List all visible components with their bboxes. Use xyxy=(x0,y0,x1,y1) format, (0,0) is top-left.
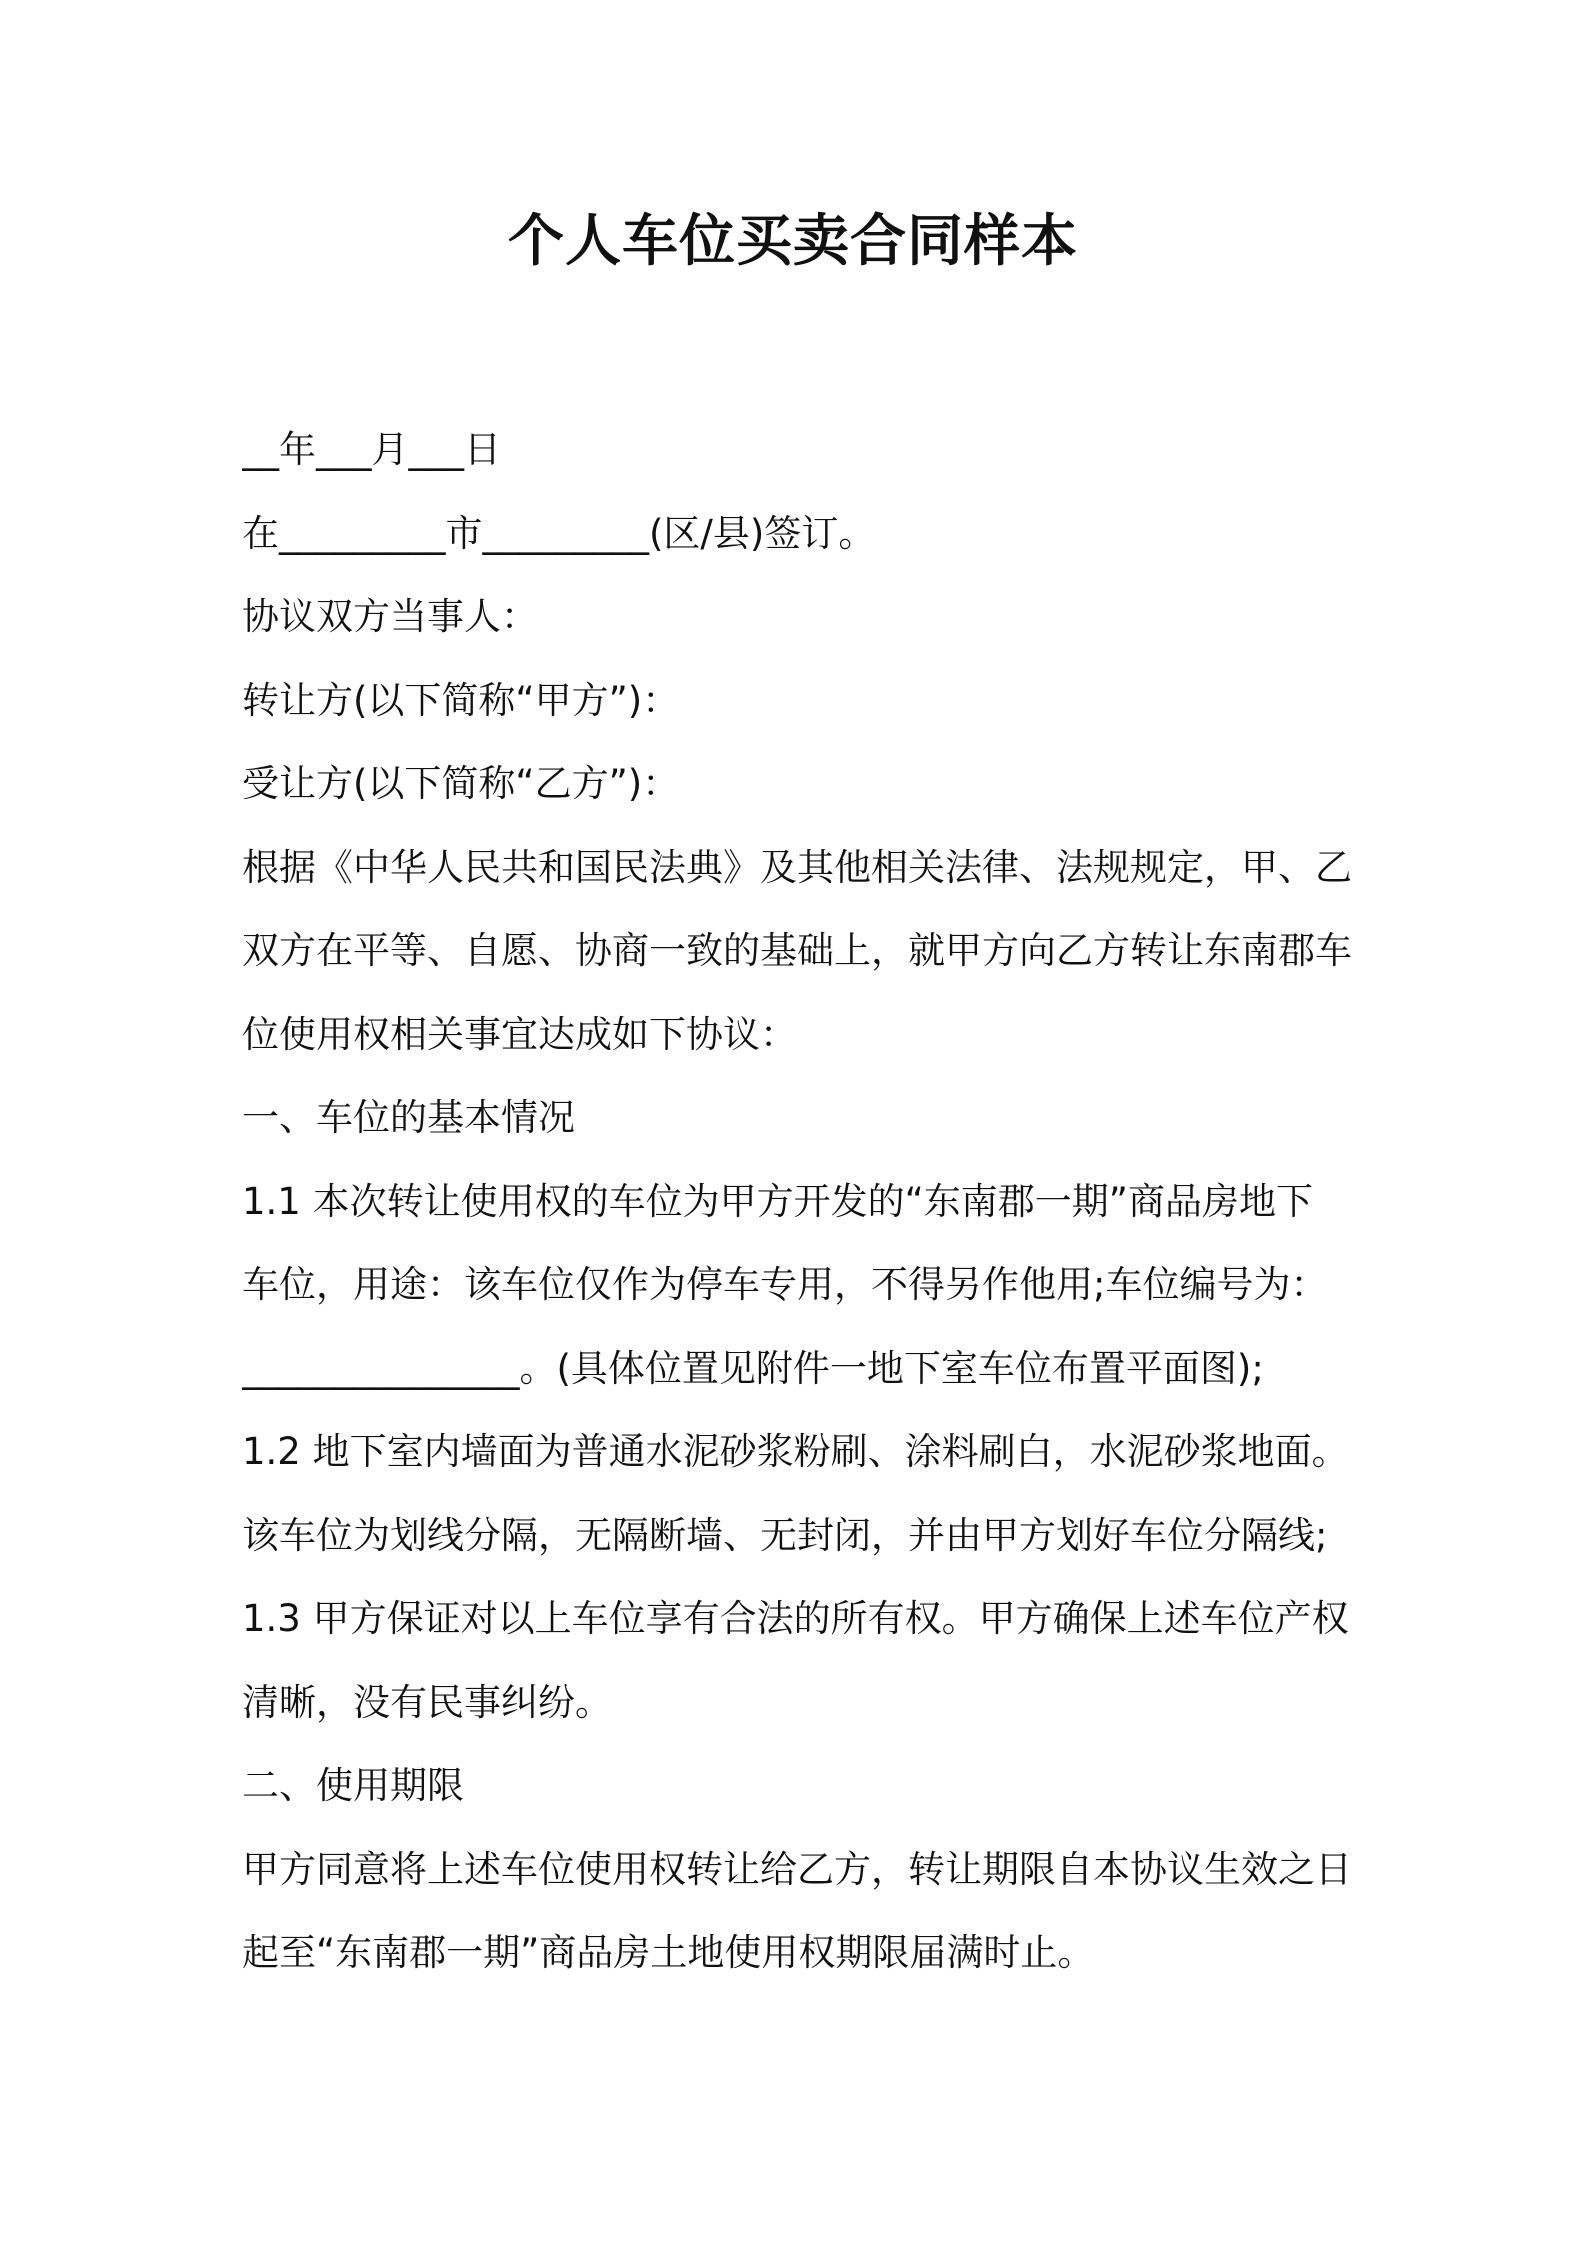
document-body xyxy=(242,408,1362,1995)
clause-line: 清晰，没有民事纠纷。 xyxy=(242,1680,612,1724)
parties-heading: 协议双方当事人： xyxy=(242,595,538,638)
date-line: __年___月___日 xyxy=(242,428,501,471)
clause-line: 该车位为划线分隔，无隔断墙、无封闭，并由甲方划好车位分隔线; xyxy=(242,1513,1328,1557)
preamble-line: 位使用权相关事宜达成如下协议： xyxy=(242,1012,797,1056)
section-heading: 二、使用期限 xyxy=(242,1764,464,1807)
clause-line: 1.1 本次转让使用权的车位为甲方开发的“东南郡一期”商品房地下 xyxy=(242,1179,1313,1223)
clause-line: 甲方同意将上述车位使用权转让给乙方，转让期限自本协议生效之日 xyxy=(242,1847,1352,1891)
preamble-line: 双方在平等、自愿、协商一致的基础上，就甲方向乙方转让东南郡车 xyxy=(242,929,1352,972)
clause-line: 起至“东南郡一期”商品房土地使用权期限届满时止。 xyxy=(242,1931,1095,1974)
section-heading: 一、车位的基本情况 xyxy=(242,1096,575,1139)
clause-line: 1.3 甲方保证对以上车位享有合法的所有权。甲方确保上述车位产权 xyxy=(242,1597,1349,1640)
party-a-line: 转让方(以下简称“甲方”)： xyxy=(242,678,680,722)
clause-line: 车位，用途：该车位仅作为停车专用，不得另作他用;车位编号为： xyxy=(242,1263,1328,1306)
signing-place-line: 在_________市_________(区/县)签订。 xyxy=(242,511,876,555)
party-b-line: 受让方(以下简称“乙方”)： xyxy=(242,762,680,805)
preamble-line: 根据《中华人民共和国民法典》及其他相关法律、法规规定，甲、乙 xyxy=(242,845,1352,889)
document-title: 个人车位买卖合同样本 xyxy=(508,209,1078,274)
clause-line: _______________。(具体位置见附件一地下室车位布置平面图); xyxy=(242,1346,1264,1390)
clause-line: 1.2 地下室内墙面为普通水泥砂浆粉刷、涂料刷白，水泥砂浆地面。 xyxy=(242,1430,1349,1473)
